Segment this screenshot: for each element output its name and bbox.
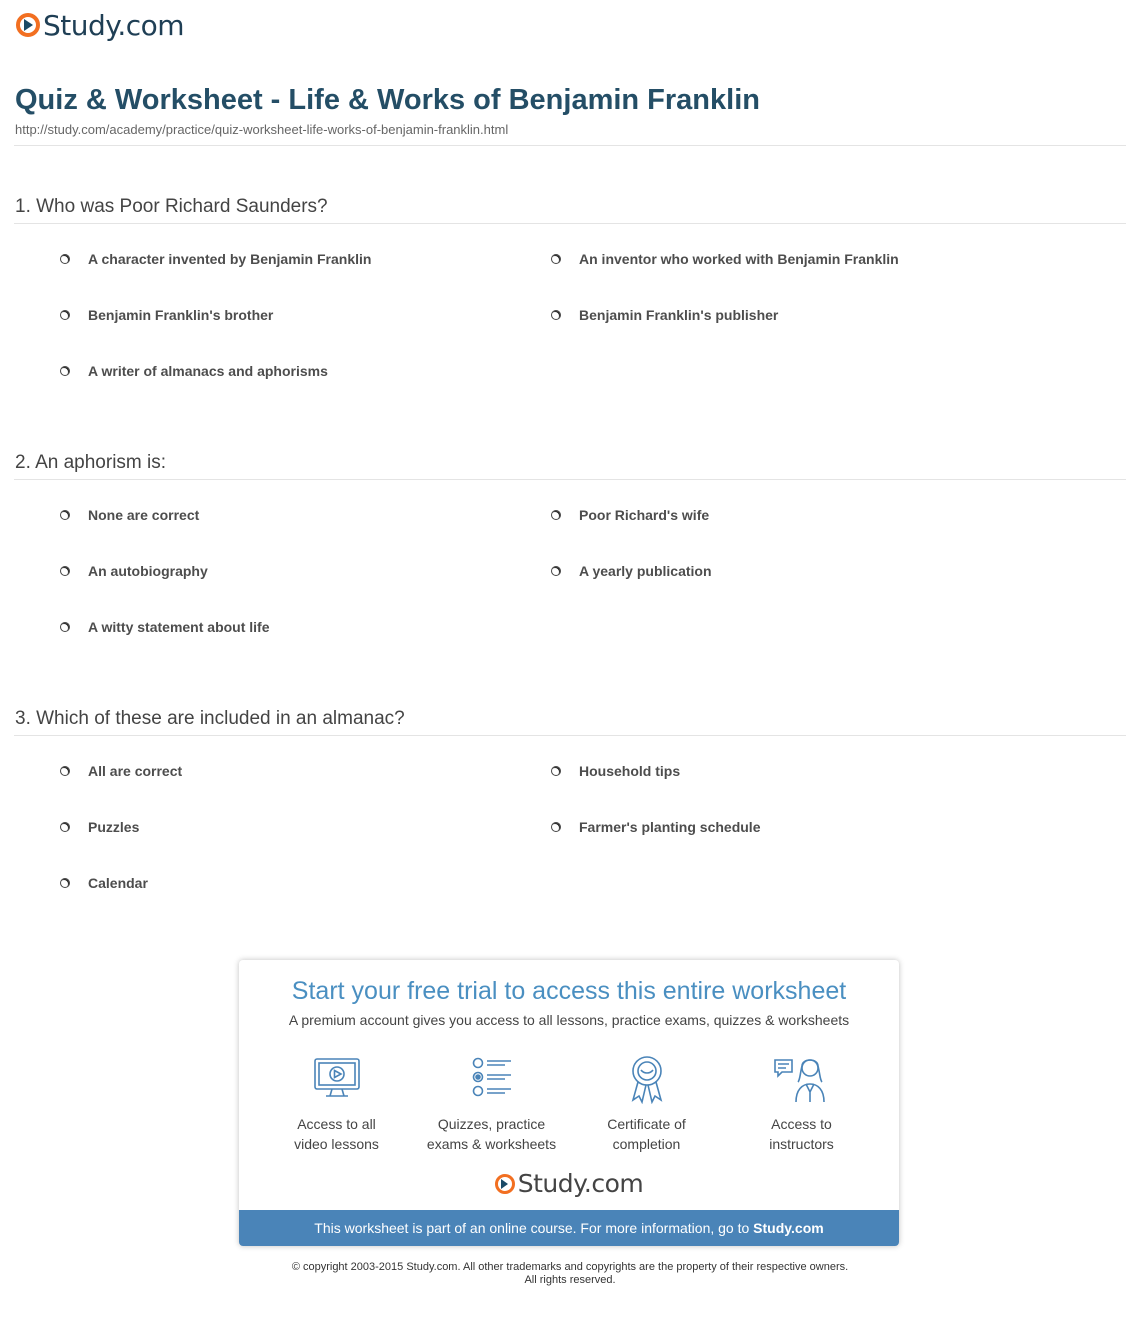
rights-line: All rights reserved. — [524, 1274, 616, 1286]
answer-option[interactable] — [60, 361, 328, 381]
answer-option[interactable] — [60, 561, 208, 581]
feature-label: Access to all — [297, 1116, 376, 1132]
study-logo[interactable] — [16, 10, 184, 40]
answer-label: A writer of almanacs and aphorisms — [88, 363, 328, 379]
question-3 — [14, 705, 1126, 891]
feature-certificate — [569, 1054, 724, 1154]
radio-button-icon[interactable] — [60, 566, 70, 576]
feature-label: instructors — [769, 1136, 834, 1152]
answer-option[interactable] — [60, 617, 270, 637]
logo-text: Study.com — [43, 8, 185, 42]
radio-button-icon[interactable] — [60, 822, 70, 832]
answer-label: Farmer's planting schedule — [579, 819, 761, 835]
feature-label: Certificate of — [607, 1116, 686, 1132]
radio-button-icon[interactable] — [551, 566, 561, 576]
feature-quizzes — [414, 1054, 569, 1154]
question-text: 3. Which of these are included in an almanac? — [15, 708, 405, 729]
feature-list — [259, 1054, 879, 1154]
answer-label: Benjamin Franklin's brother — [88, 307, 274, 323]
radio-button-icon[interactable] — [551, 822, 561, 832]
answer-label: A witty statement about life — [88, 619, 270, 635]
answer-option[interactable] — [60, 305, 273, 325]
answer-label: All are correct — [88, 763, 183, 779]
answer-option[interactable] — [60, 505, 199, 525]
question-text: 1. Who was Poor Richard Saunders? — [15, 196, 328, 217]
radio-button-icon[interactable] — [551, 254, 561, 264]
answer-option[interactable] — [551, 561, 712, 581]
question-1 — [14, 193, 1126, 379]
answer-label: An autobiography — [88, 563, 208, 579]
promo-info-bar — [239, 1210, 899, 1246]
answer-label: Poor Richard's wife — [579, 507, 710, 523]
answer-option[interactable] — [60, 817, 139, 837]
radio-button-icon[interactable] — [60, 510, 70, 520]
answer-option[interactable] — [551, 305, 778, 325]
answer-label: Calendar — [88, 875, 148, 891]
promo-study-logo[interactable] — [239, 1169, 899, 1198]
free-trial-promo — [239, 960, 899, 1246]
answer-option[interactable] — [551, 249, 899, 269]
radio-button-icon[interactable] — [551, 510, 561, 520]
question-divider — [14, 479, 1126, 480]
answer-label: Household tips — [579, 763, 681, 779]
radio-button-icon[interactable] — [60, 310, 70, 320]
answer-option[interactable] — [551, 761, 680, 781]
radio-button-icon[interactable] — [551, 310, 561, 320]
divider — [14, 145, 1126, 146]
page-url: http://study.com/academy/practice/quiz-worksheet-life-works-of-benjamin-franklin.html — [15, 122, 509, 137]
answer-label: An inventor who worked with Benjamin Franklin — [579, 251, 899, 267]
answer-label: A yearly publication — [579, 563, 712, 579]
feature-label: completion — [612, 1136, 681, 1152]
certificate-icon — [622, 1054, 672, 1104]
answer-option[interactable] — [551, 505, 709, 525]
promo-headline[interactable]: Start your free trial to access this entire worksheet — [291, 977, 847, 1005]
radio-button-icon[interactable] — [60, 766, 70, 776]
answer-label: Benjamin Franklin's publisher — [579, 307, 779, 323]
copyright-footer — [0, 1261, 1140, 1287]
feature-label: exams & worksheets — [426, 1136, 557, 1152]
feature-video-lessons — [259, 1054, 414, 1154]
question-2 — [14, 449, 1126, 635]
answer-label: None are correct — [88, 507, 200, 523]
answer-option[interactable] — [60, 761, 182, 781]
feature-instructors — [724, 1054, 879, 1154]
copyright-line: © copyright 2003-2015 Study.com. All other trademarks and copyrights are the property of their respective owners. — [291, 1261, 849, 1273]
feature-label: video lessons — [294, 1136, 379, 1152]
promo-bar-text: This worksheet is part of an online course. For more information, go to — [314, 1220, 754, 1236]
page-title: Quiz & Worksheet - Life & Works of Benjamin Franklin — [15, 84, 760, 116]
instructor-icon — [772, 1054, 832, 1104]
answer-option[interactable] — [60, 873, 148, 893]
play-logo-icon — [495, 1174, 515, 1194]
radio-button-icon[interactable] — [60, 622, 70, 632]
answer-option[interactable] — [60, 249, 371, 269]
question-divider — [14, 223, 1126, 224]
question-divider — [14, 735, 1126, 736]
answer-label: A character invented by Benjamin Franklin — [88, 251, 372, 267]
answer-option[interactable] — [551, 817, 761, 837]
logo-text: Study.com — [517, 1169, 644, 1198]
radio-button-icon[interactable] — [60, 366, 70, 376]
answer-label: Puzzles — [88, 819, 140, 835]
radio-button-icon[interactable] — [60, 254, 70, 264]
study-com-link[interactable]: Study.com — [753, 1220, 824, 1236]
radio-button-icon[interactable] — [60, 878, 70, 888]
feature-label: Access to — [771, 1116, 832, 1132]
feature-label: Quizzes, practice — [437, 1116, 546, 1132]
radio-button-icon[interactable] — [551, 766, 561, 776]
play-logo-icon — [16, 13, 40, 37]
video-lessons-icon — [312, 1054, 362, 1104]
quiz-list-icon — [467, 1054, 517, 1104]
question-text: 2. An aphorism is: — [15, 452, 167, 473]
promo-subline: A premium account gives you access to all lessons, practice exams, quizzes & worksheets — [288, 1012, 850, 1028]
